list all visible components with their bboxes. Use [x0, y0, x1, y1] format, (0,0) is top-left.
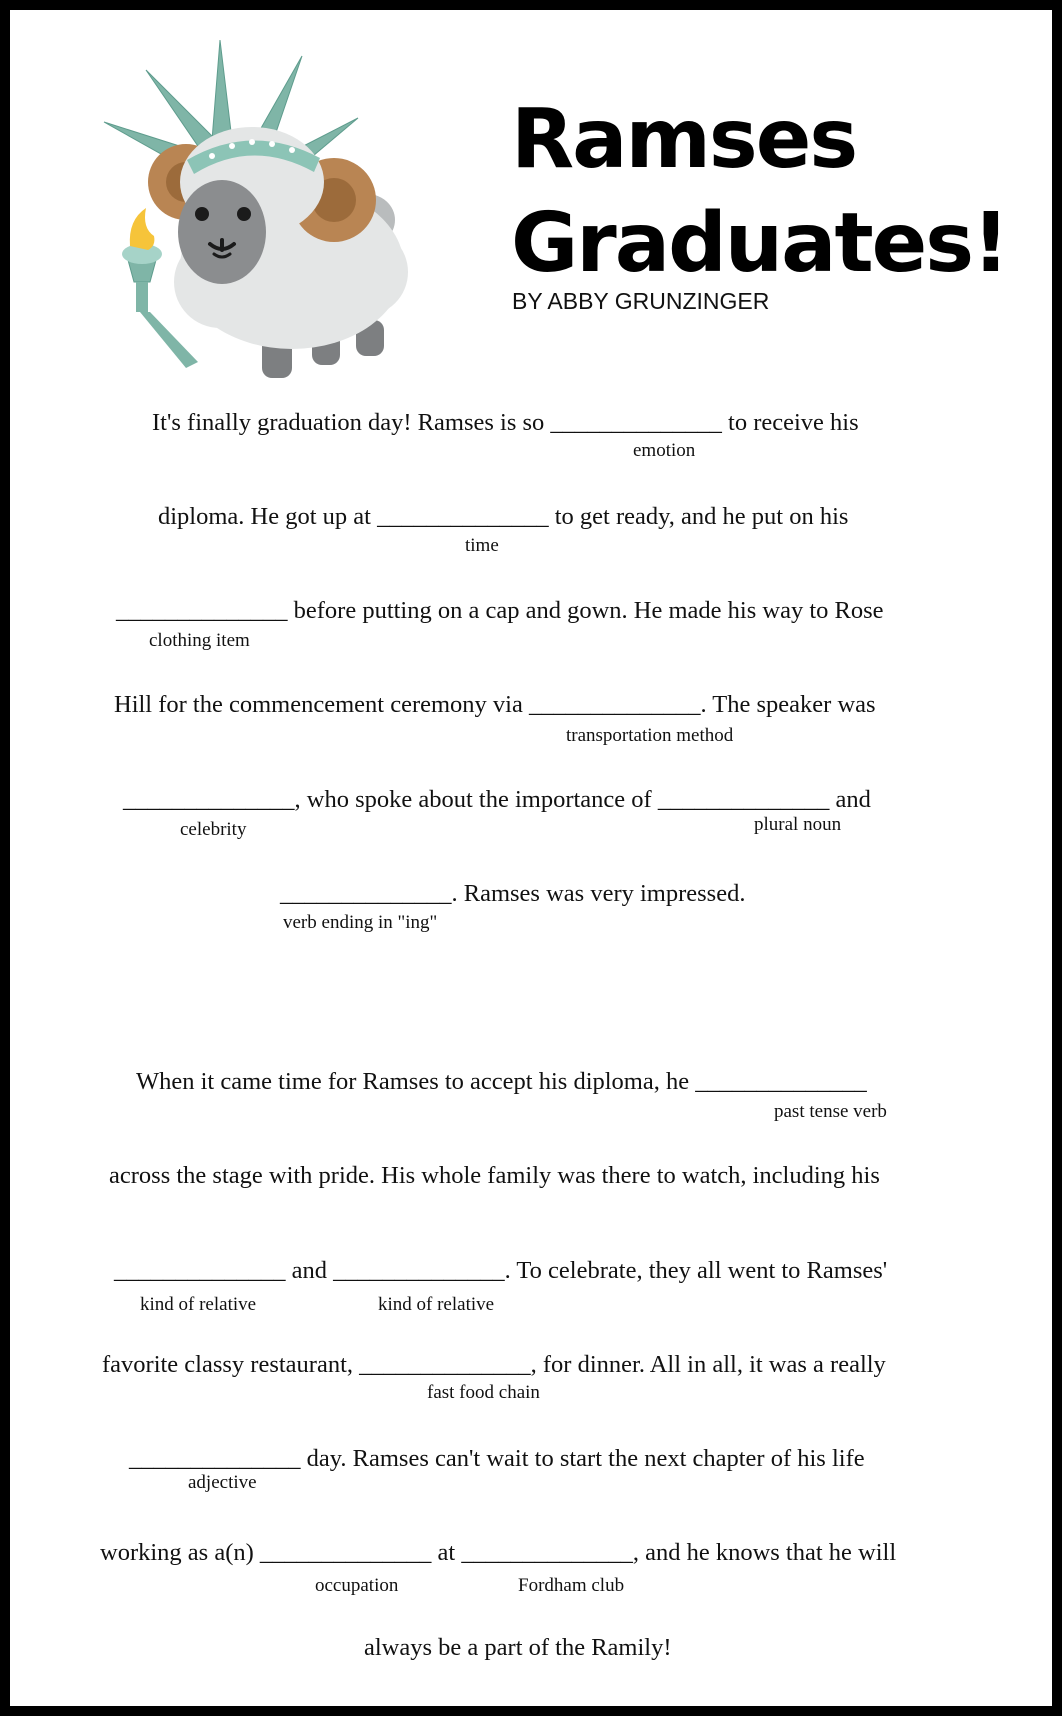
- story-line-9: ______________ and ______________. To celebrate, they all went to Ramses': [114, 1257, 888, 1284]
- blank-hint-emotion: emotion: [633, 440, 696, 461]
- story-line-6: ______________. Ramses was very impressed.: [280, 880, 746, 907]
- story-line-12: working as a(n) ______________ at ______________, and he knows that he will: [100, 1539, 897, 1566]
- blank-hint-time: time: [465, 535, 499, 556]
- title-line-1: Ramses: [511, 92, 857, 187]
- story-line-7: When it came time for Ramses to accept his diploma, he ______________: [136, 1068, 867, 1095]
- worksheet-page: [10, 10, 1052, 1706]
- blank-hint-occupation: occupation: [315, 1575, 399, 1596]
- story-line-5: ______________, who spoke about the importance of ______________ and: [123, 786, 871, 813]
- blank-hint-transportation: transportation method: [566, 725, 734, 746]
- blank-hint-past-tense-verb: past tense verb: [774, 1101, 887, 1122]
- blank-hint-adjective: adjective: [188, 1472, 257, 1493]
- story-line-11: ______________ day. Ramses can't wait to start the next chapter of his life: [129, 1445, 865, 1472]
- blank-hint-fast-food-chain: fast food chain: [427, 1382, 540, 1403]
- title-line-2: Graduates!: [511, 196, 1008, 291]
- story-line-4: Hill for the commencement ceremony via ______________. The speaker was: [114, 691, 876, 718]
- story-line-10: favorite classy restaurant, ______________, for dinner. All in all, it was a really: [102, 1351, 886, 1378]
- blank-hint-verb-ing: verb ending in "ing": [283, 912, 438, 933]
- blank-hint-relative-2: kind of relative: [378, 1294, 495, 1315]
- story-line-2: diploma. He got up at ______________ to get ready, and he put on his: [158, 503, 849, 530]
- page-title: [511, 88, 1008, 296]
- story-line-3: ______________ before putting on a cap and gown. He made his way to Rose: [116, 597, 884, 624]
- ram-statue-of-liberty-illustration: [102, 32, 447, 392]
- story-line-13: always be a part of the Ramily!: [364, 1634, 672, 1661]
- blank-hint-celebrity: celebrity: [180, 819, 247, 840]
- story-line-1: It's finally graduation day! Ramses is so ______________ to receive his: [152, 409, 859, 436]
- author-byline: BY ABBY GRUNZINGER: [512, 288, 770, 314]
- blank-hint-fordham-club: Fordham club: [518, 1575, 625, 1596]
- blank-hint-clothing-item: clothing item: [149, 630, 250, 651]
- blank-hint-plural-noun: plural noun: [754, 814, 842, 835]
- blank-hint-relative-1: kind of relative: [140, 1294, 257, 1315]
- story-line-8: across the stage with pride. His whole family was there to watch, including his: [109, 1162, 880, 1189]
